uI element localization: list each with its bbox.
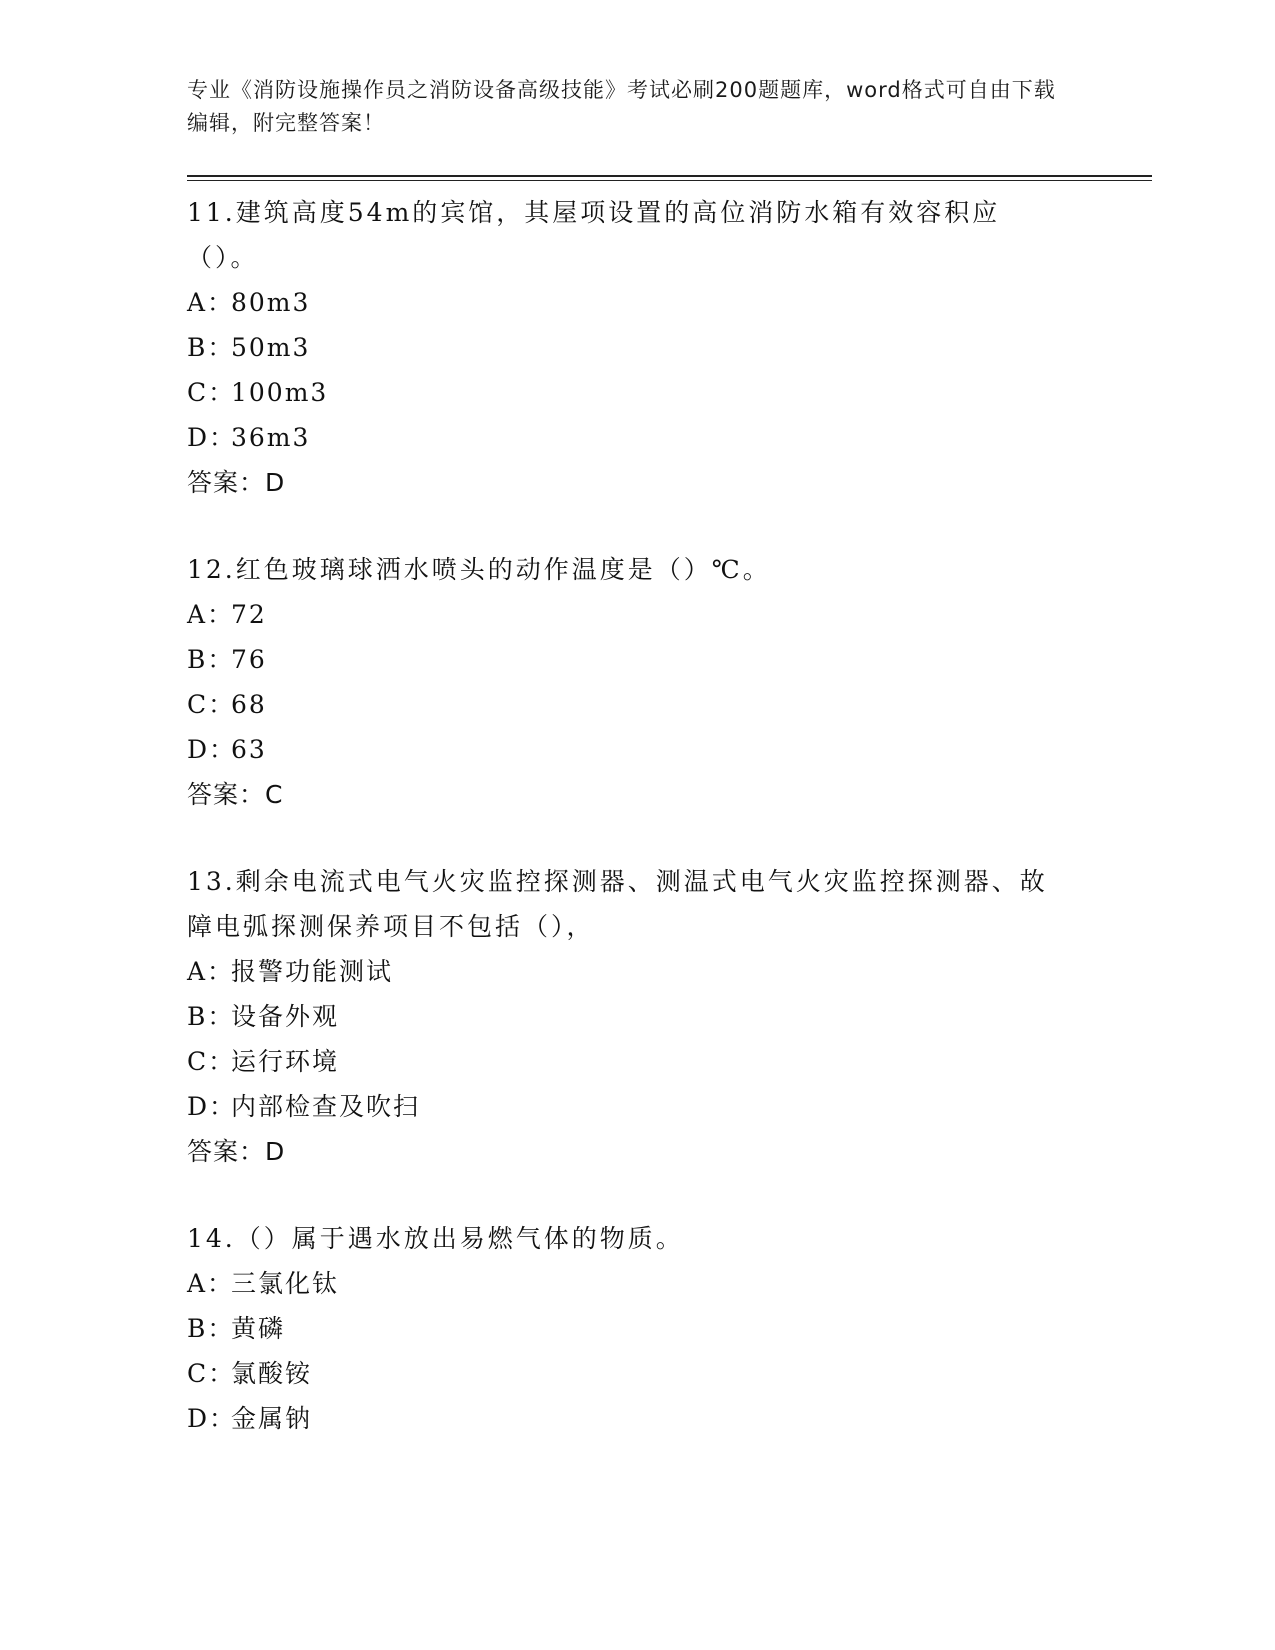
option-c [187, 1351, 1152, 1396]
option-list [187, 592, 1152, 772]
option-text: 运行环境 [231, 1047, 340, 1076]
document-page [187, 0, 1152, 1650]
option-text: 63 [231, 735, 267, 764]
option-text: 报警功能测试 [231, 957, 394, 986]
option-b [187, 994, 1152, 1039]
answer-line: 答案：D [187, 468, 286, 497]
option-key: D： [187, 735, 237, 764]
option-a [187, 280, 1152, 325]
answer-line: 答案：C [187, 780, 284, 809]
option-key: C： [187, 690, 236, 719]
option-c [187, 370, 1152, 415]
option-key: D： [187, 423, 237, 452]
option-text: 72 [231, 600, 267, 629]
option-b [187, 637, 1152, 682]
option-text: 设备外观 [231, 1002, 340, 1031]
option-text: 76 [231, 645, 267, 674]
option-key: A： [187, 1269, 235, 1298]
option-key: D： [187, 1092, 237, 1121]
option-d [187, 727, 1152, 772]
header-divider-thick [187, 175, 1152, 177]
option-text: 80m3 [231, 288, 311, 317]
option-text: 氯酸铵 [231, 1359, 313, 1388]
option-text: 内部检查及吹扫 [231, 1092, 421, 1121]
option-d [187, 415, 1152, 460]
option-b [187, 1306, 1152, 1351]
option-key: A： [187, 957, 235, 986]
option-a [187, 1261, 1152, 1306]
option-d [187, 1084, 1152, 1129]
header-divider-thin [187, 180, 1152, 181]
option-text: 黄磷 [231, 1314, 286, 1343]
question-list [187, 190, 1152, 1483]
option-text: 68 [231, 690, 267, 719]
option-b [187, 325, 1152, 370]
option-text: 金属钠 [231, 1404, 313, 1433]
option-key: A： [187, 288, 235, 317]
option-key: B： [187, 1002, 235, 1031]
option-c [187, 682, 1152, 727]
option-list [187, 1261, 1152, 1441]
header-title: 专业《消防设施操作员之消防设备高级技能》考试必刷200题题库，word格式可自由下载编辑，附完整答案！ [187, 78, 1056, 135]
question-11 [187, 190, 1152, 505]
question-stem: 11.建筑高度54m的宾馆，其屋项设置的高位消防水箱有效容积应（）。 [187, 198, 1001, 272]
question-stem: 13.剩余电流式电气火灾监控探测器、测温式电气火灾监控探测器、故障电弧探测保养项目不包括（）， [187, 867, 1048, 941]
question-stem: 14.（）属于遇水放出易燃气体的物质。 [187, 1224, 684, 1253]
option-list [187, 280, 1152, 460]
option-key: D： [187, 1404, 237, 1433]
option-key: C： [187, 1047, 236, 1076]
option-key: B： [187, 333, 235, 362]
question-12 [187, 547, 1152, 817]
question-stem: 12.红色玻璃球洒水喷头的动作温度是（）℃。 [187, 555, 771, 584]
option-key: A： [187, 600, 235, 629]
answer-line: 答案：D [187, 1137, 286, 1166]
question-13 [187, 859, 1152, 1174]
option-text: 三氯化钛 [231, 1269, 340, 1298]
option-key: C： [187, 1359, 236, 1388]
option-c [187, 1039, 1152, 1084]
option-key: C： [187, 378, 236, 407]
option-key: B： [187, 645, 235, 674]
option-d [187, 1396, 1152, 1441]
option-list [187, 949, 1152, 1129]
option-text: 50m3 [231, 333, 311, 362]
option-a [187, 592, 1152, 637]
question-14 [187, 1216, 1152, 1441]
option-a [187, 949, 1152, 994]
option-key: B： [187, 1314, 235, 1343]
option-text: 100m3 [231, 378, 329, 407]
option-text: 36m3 [231, 423, 311, 452]
